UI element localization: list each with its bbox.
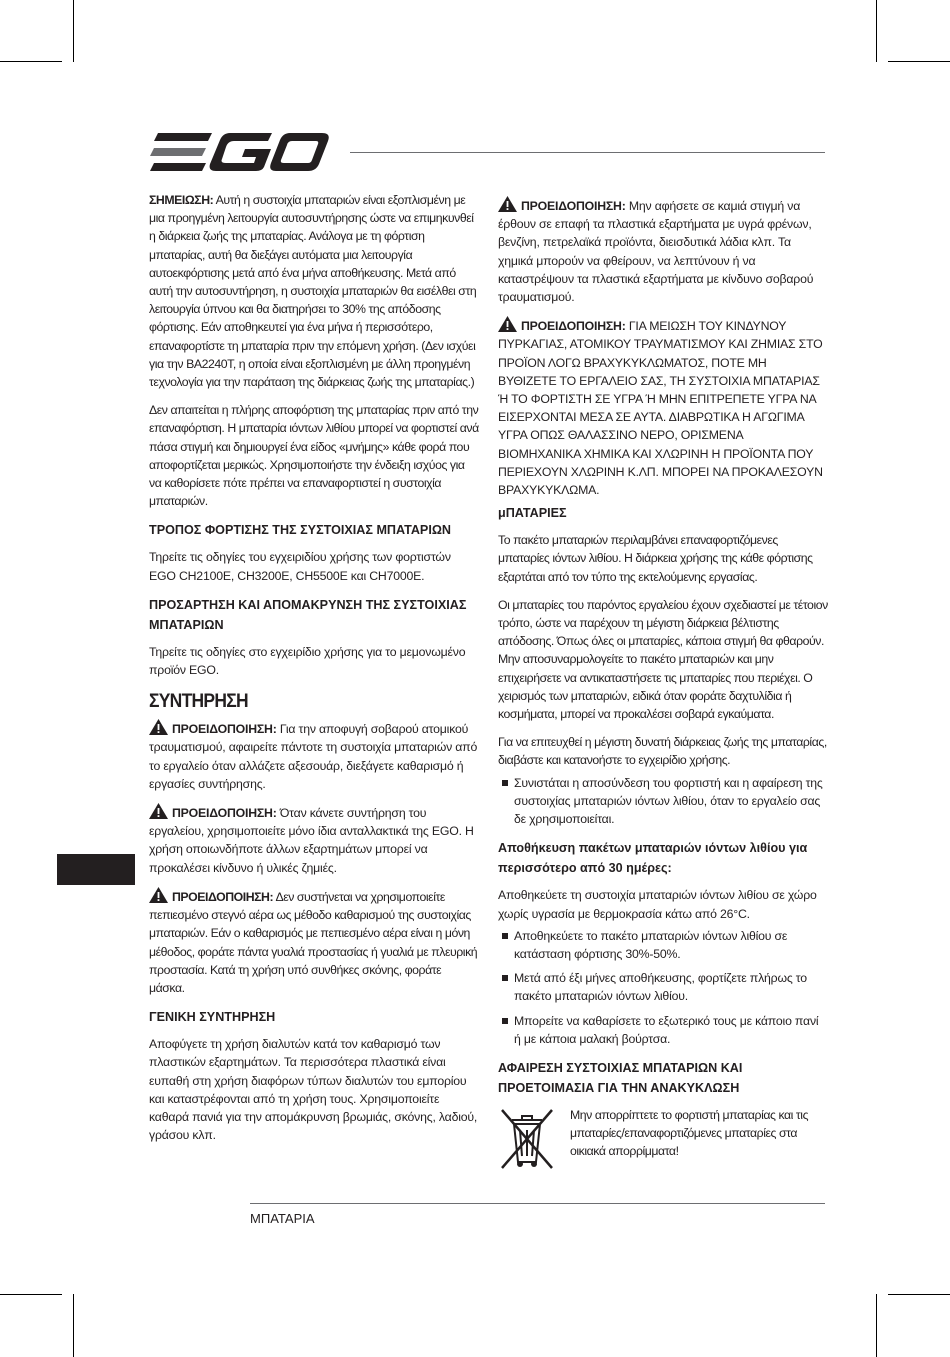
crop-mark [876, 0, 877, 62]
crop-mark [73, 0, 74, 62]
warning-label: ΠΡΟΕΙΔΟΠΟΙΗΣΗ: [521, 199, 626, 213]
list-item-text: Μπορείτε να καθαρίσετε το εξωτερικό τους με κάποιο πανί ή με κάποια μαλακή βούρτσα. [514, 1013, 819, 1046]
list-item [498, 774, 828, 829]
warning-text: Για την αποφυγή σοβαρού ατομικού τραυματισμού, αφαιρείτε πάντοτε τη συστοιχία μπαταριών από το εργαλείο όταν αλλάζετε αξεσουάρ, διεξάγετε καθαρισμό ή εργασίες συντήρησης. [149, 722, 478, 791]
charging-paragraph: Τηρείτε τις οδηγίες του εγχειριδίου χρήσης των φορτιστών EGO CH2100E, CH3200E, CH5500E και CH7000E. [149, 550, 451, 583]
recycle-text: Μην απορρίπτετε το φορτιστή μπαταρίας και τις μπαταρίες/επαναφορτιζόμενες μπαταρίες στα οικιακά απορρίμματα! [570, 1107, 809, 1159]
list-item [498, 927, 828, 963]
right-column [498, 196, 828, 1172]
maintenance-heading: ΣΥΝΤΗΡΗΣΗ [149, 691, 248, 713]
warning-text: Δεν συστήνεται να χρησιμοποιείτε πεπιεσμένο στεγνό αέρα ως μέθοδο καθαρισμού της συστοιχίας μπαταριών. Εάν ο καθαρισμός με πεπιεσμένο αέρα είναι η μόνη μέθοδος, φοράτε πάντα γυαλιά προστασίας ή γυαλιά με πλευρική προστασία. Κατά τη χρήση υπό συνθήκες σκόνης, φοράτε μάσκα. [149, 889, 478, 995]
warning-label: ΠΡΟΕΙΔΟΠΟΙΗΣΗ: [172, 889, 274, 904]
warning-label: ΠΡΟΕΙΔΟΠΟΙΗΣΗ: [172, 722, 277, 737]
general-maintenance-paragraph: Αποφύγετε τη χρήση διαλυτών κατά τον καθαρισμό των πλαστικών εξαρτημάτων. Τα περισσότερα πλαστικά είναι ευπαθή στη χρήση διαφόρων τύπων διαλυτών του εμπορίου και καταστρέφονται από τη χρήση τους. Χρησιμοποιείτε καθαρά πανιά για την απομάκρυνση βρωμιάς, σκόνης, λαδιού, γράσου κλπ. [149, 1037, 478, 1143]
warning-text: Όταν κάνετε συντήρηση του εργαλείου, χρησιμοποιείτε μόνο ίδια ανταλλακτικά της EGO. Η χρήση οποιωνδήποτε άλλων εξαρτημάτων μπορεί να προκαλέσει κίνδυνο ή υλικές ζημιές. [149, 806, 474, 875]
warning-label: ΠΡΟΕΙΔΟΠΟΙΗΣΗ: [521, 319, 626, 334]
warning-icon [149, 887, 168, 903]
batteries-list [498, 774, 828, 829]
batteries-text: Μην αποσυναρμολογείτε το πακέτο μπαταριών και μην επιχειρήσετε να αντικαταστήσετε τις μπαταρίες που περιέχει. Ο χειρισμός των μπαταριών, ειδικά όταν φοράτε δαχτυλίδια ή κοσμήματα, μπορεί να προκαλέσει σοβαρά εγκαύματα. [498, 652, 813, 722]
warning-icon [498, 316, 517, 332]
note-text: Αυτή η συστοιχία μπαταριών είναι εξοπλισμένη με μια προηγμένη λειτουργία αυτοσυντήρησης ώστε να επιμηκυνθεί η διάρκεια ζωής της μπαταρίας. Ανάλογα με τη φόρτιση μπαταρίας, αυτή θα διεξάγει αυτόματα μια λειτουργία αυτοεκφόρτισης μετά από ένα μήνα αποθήκευσης. Μετά από αυτή την αυτοσυντήρηση, η συστοιχία μπαταριών θα εισέλθει στη λειτουργία ύπνου και θα διατηρήσει το 30% της απόδοσης φόρτισης. Εάν αποθηκευτεί για ένα μήνα ή περισσότερο, επαναφορτίστε τη μπαταρία πριν την επόμενη χρήση. (Δεν ισχύει για την BA2240T, η οποία είναι εξοπλισμένη με άλλη προηγμένη τεχνολογία για την παράταση της διάρκειας ζωής της μπαταρίας.) [149, 193, 477, 390]
list-item-text: Αποθηκεύετε το πακέτο μπαταριών ιόντων λιθίου σε κατάσταση φόρτισης 30%-50%. [514, 928, 788, 961]
attach-heading: ΠΡΟΣΑΡΤΗΣΗ ΚΑΙ ΑΠΟΜΑΚΡΥΝΣΗ ΤΗΣ ΣΥΣΤΟΙΧΙΑΣ ΜΠΑΤΑΡΙΩΝ [149, 597, 467, 632]
crop-mark [888, 61, 950, 62]
warning-text: Μην αφήσετε σε καμιά στιγμή να έρθουν σε επαφή τα πλαστικά εξαρτήματα με υγρά φρένων, βενζίνη, πετρελαϊκά προϊόντα, διεισδυτικά λάδια κλπ. Τα χημικά μπορούν να φθείρουν, να λεπτύνουν ή να καταστρέψουν τα πλαστικά εξαρτήματα με κίνδυνο σοβαρού τραυματισμού. [498, 199, 814, 305]
list-item-text: Μετά από έξι μήνες αποθήκευσης, φορτίζετε πλήρως το πακέτο μπαταριών ιόντων λιθίου. [514, 971, 807, 1004]
note-paragraph [149, 191, 479, 391]
crop-mark [876, 1294, 877, 1357]
storage-heading: Αποθήκευση πακέτων μπαταριών ιόντων λιθίου για περισσότερο από 30 ημέρες: [498, 841, 808, 876]
footer-rule [250, 1203, 825, 1204]
crop-mark [0, 1294, 62, 1295]
attach-paragraph: Τηρείτε τις οδηγίες στο εγχειρίδιο χρήσης για το μεμονωμένο προϊόν EGO. [149, 644, 466, 678]
warning-paragraph [149, 887, 479, 997]
crop-mark [73, 1294, 74, 1357]
section-tab-marker [57, 854, 135, 885]
header-rule [350, 152, 825, 153]
ego-logo [150, 133, 330, 171]
warning-paragraph [498, 196, 828, 306]
recycle-notice [498, 1106, 828, 1172]
batteries-text: Οι μπαταρίες του παρόντος εργαλείου έχουν σχεδιαστεί με τέτοιον τρόπο, ώστε να παρέχουν τη μέγιστη διάρκεια βέλτιστης απόδοσης. Όπως όλες οι μπαταρίες, κάποια στιγμή θα φθαρούν. [498, 597, 828, 649]
batteries-heading: μΠΑΤΑΡΙΕΣ [498, 506, 567, 521]
bullet-icon [502, 1018, 508, 1024]
batteries-paragraph: Για να επιτευχθεί η μέγιστη δυνατή διάρκειας ζωής της μπαταρίας, διαβάστε και κατανοήστε το εγχειρίδιο χρήσης. [498, 735, 827, 768]
crop-mark [888, 1294, 950, 1295]
footer-section-label: ΜΠΑΤΑΡΙΑ [250, 1211, 315, 1226]
general-maintenance-heading: ΓΕΝΙΚΗ ΣΥΝΤΗΡΗΣΗ [149, 1010, 276, 1025]
bullet-icon [502, 933, 508, 939]
charging-heading: ΤΡΟΠΟΣ ΦΟΡΤΙΣΗΣ ΤΗΣ ΣΥΣΤΟΙΧΙΑΣ ΜΠΑΤΑΡΙΩΝ [149, 523, 452, 538]
note-label: ΣΗΜΕΙΩΣΗ: [149, 193, 214, 207]
warning-paragraph [149, 719, 479, 793]
warning-paragraph [149, 803, 479, 877]
crop-mark [0, 61, 62, 62]
list-item-text: Συνιστάται η αποσύνδεση του φορτιστή και η αφαίρεση της συστοιχίας μπαταριών ιόντων λιθίου, όταν το εργαλείο σας δε χρησιμοποιείται. [514, 775, 823, 827]
bullet-icon [502, 780, 508, 786]
batteries-paragraph: Το πακέτο μπαταριών περιλαμβάνει επαναφορτιζόμενες μπαταρίες ιόντων λιθίου. Η διάρκεια χρήσης της κάθε φόρτισης εξαρτάται από τον τύπο της εκτελούμενης εργασίας. [498, 533, 813, 584]
bullet-icon [502, 975, 508, 981]
crossed-bin-icon [498, 1106, 556, 1172]
warning-icon [498, 196, 517, 212]
warning-text: ΓΙΑ ΜΕΙΩΣΗ ΤΟΥ ΚΙΝΔΥΝΟΥ ΠΥΡΚΑΓΙΑΣ, ΑΤΟΜΙΚΟΥ ΤΡΑΥΜΑΤΙΣΜΟΥ ΚΑΙ ΖΗΜΙΑΣ ΣΤΟ ΠΡΟΪΟΝ ΛΟΓΩ ΒΡΑΧΥΚΥΚΛΩΜΑΤΟΣ, ΠΟΤΕ ΜΗ ΒΥΘΙΖΕΤΕ ΤΟ ΕΡΓΑΛΕΙΟ ΣΑΣ, ΤΗ ΣΥΣΤΟΙΧΙΑ ΜΠΑΤΑΡΙΑΣ Ή ΤΟ ΦΟΡΤΙΣΤΗ ΣΕ ΥΓΡΑ Ή ΜΗΝ ΕΠΙΤΡΕΠΕΤΕ ΥΓΡΑ ΝΑ ΕΙΣΕΡΧΟΝΤΑΙ ΜΕΣΑ ΣΕ ΑΥΤΑ. ΔΙΑΒΡΩΤΙΚΑ Η ΑΓΩΓΙΜΑ ΥΓΡΑ ΟΠΩΣ ΘΑΛΑΣΣΙΝΟ ΝΕΡΟ, ΟΡΙΣΜΕΝΑ ΒΙΟΜΗΧΑΝΙΚΑ ΧΗΜΙΚΑ ΚΑΙ ΧΛΩΡΙΝΗ Η ΠΡΟΪΟΝΤΑ ΠΟΥ ΠΕΡΙΕΧΟΥΝ ΧΛΩΡΙΝΗ Κ.ΛΠ. ΜΠΟΡΕΙ ΝΑ ΠΡΟΚΑΛΕΣΟΥΝ ΒΡΑΧΥΚΥΚΛΩΜΑ. [498, 319, 823, 498]
storage-list [498, 927, 828, 1048]
recycle-heading: ΑΦΑΙΡΕΣΗ ΣΥΣΤΟΙΧΙΑΣ ΜΠΑΤΑΡΙΩΝ ΚΑΙ ΠΡΟΕΤΟΙΜΑΣΙΑ ΓΙΑ ΤΗΝ ΑΝΑΚΥΚΛΩΣΗ [498, 1060, 743, 1095]
list-item [498, 969, 828, 1005]
left-column [149, 191, 479, 1154]
list-item [498, 1012, 828, 1048]
warning-paragraph [498, 316, 828, 499]
storage-paragraph: Αποθηκεύετε τη συστοιχία μπαταριών ιόντων λιθίου σε χώρο χωρίς υγρασία με θερμοκρασία κάτω από 26°C. [498, 888, 817, 921]
warning-icon [149, 803, 168, 819]
discharge-paragraph: Δεν απαιτείται η πλήρης αποφόρτιση της μπαταρίας πριν από την επαναφόρτιση. Η μπαταρία ιόντων λιθίου μπορεί να φορτιστεί ανά πάσα στιγμή και δημιουργεί ένα είδος «μνήμης» κάθε φορά που αποφορτίζεται μερικώς. Χρησιμοποιήστε την ένδειξη ισχύος για να καθορίσετε πότε πρέπει να επαναφορτιστεί η συστοιχία μπαταριών. [149, 403, 479, 509]
warning-label: ΠΡΟΕΙΔΟΠΟΙΗΣΗ: [172, 806, 277, 821]
warning-icon [149, 719, 168, 735]
batteries-paragraph [498, 596, 828, 723]
